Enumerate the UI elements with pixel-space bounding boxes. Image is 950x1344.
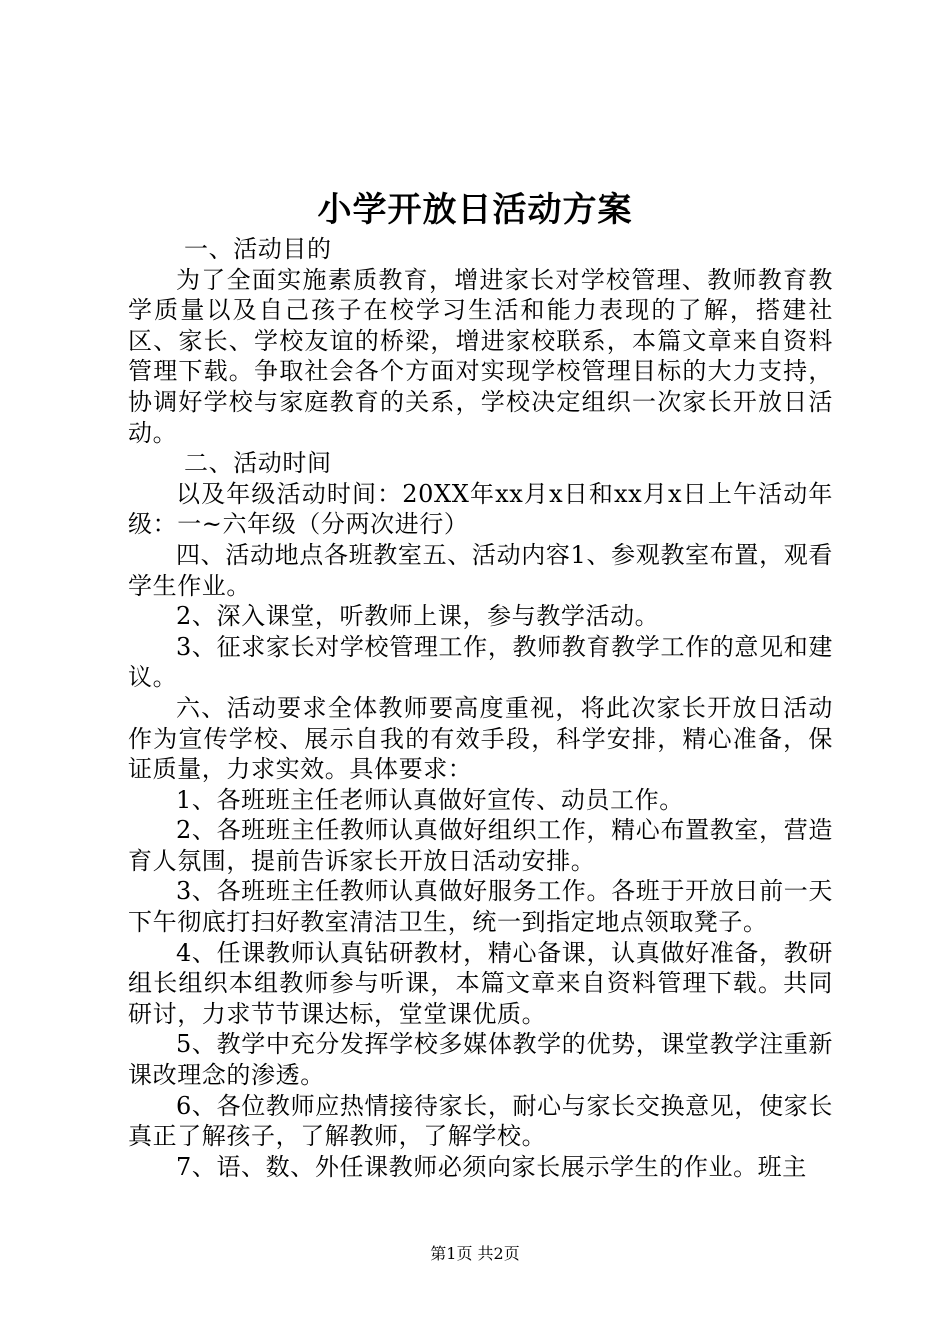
paragraph-requirement-5: 5、教学中充分发挥学校多媒体教学的优势，课堂教学注重新课改理念的渗透。 xyxy=(128,1030,833,1090)
paragraph-requirement-4: 4、任课教师认真钻研教材，精心备课，认真做好准备，教研组长组织本组教师参与听课，本篇文章来自资料管理下载。共同研讨，力求节节课达标，堂堂课优质。 xyxy=(128,938,833,1028)
paragraph-purpose: 为了全面实施素质教育，增进家长对学校管理、教师教育教学质量以及自己孩子在校学习生活和能力表现的了解，搭建社区、家长、学校友谊的桥梁，增进家校联系，本篇文章来自资料管理下载。争取社会各个方面对实现学校管理目标的大力支持，协调好学校与家庭教育的关系，学校决定组织一次家长开放日活动。 xyxy=(128,265,833,447)
paragraph-requirement-2: 2、各班班主任教师认真做好组织工作，精心布置教室，营造育人氛围，提前告诉家长开放日活动安排。 xyxy=(128,816,833,875)
paragraph-requirement-7: 7、语、数、外任课教师必须向家长展示学生的作业。班主 xyxy=(176,1152,807,1181)
document-title: 小学开放日活动方案 xyxy=(317,190,633,230)
paragraph-time: 以及年级活动时间：20XX年xx月x日和xx月x日上午活动年级：一~六年级（分两次进行） xyxy=(128,479,833,539)
paragraph-requirements: 六、活动要求全体教师要高度重视，将此次家长开放日活动作为宣传学校、展示自我的有效手段，科学安排，精心准备，保证质量，力求实效。具体要求： xyxy=(128,693,833,784)
paragraph-content-item-2: 2、深入课堂，听教师上课，参与教学活动。 xyxy=(176,602,660,631)
section-heading-purpose: 一、活动目的 xyxy=(184,235,332,263)
paragraph-content-item-3: 3、征求家长对学校管理工作，教师教育教学工作的意见和建议。 xyxy=(128,632,833,692)
paragraph-requirement-3: 3、各班班主任教师认真做好服务工作。各班于开放日前一天下午彻底打扫好教室清洁卫生，统一到指定地点领取凳子。 xyxy=(128,877,833,937)
section-heading-time: 二、活动时间 xyxy=(184,449,332,478)
paragraph-requirement-1: 1、各班班主任老师认真做好宣传、动员工作。 xyxy=(176,785,684,814)
paragraph-location-content: 四、活动地点各班教室五、活动内容1、参观教室布置，观看学生作业。 xyxy=(128,540,833,600)
paragraph-requirement-6: 6、各位教师应热情接待家长，耐心与家长交换意见，使家长真正了解孩子，了解教师，了解学校。 xyxy=(128,1091,833,1151)
document-body xyxy=(128,234,833,1182)
page-footer: 第1页 共2页 xyxy=(430,1244,520,1263)
